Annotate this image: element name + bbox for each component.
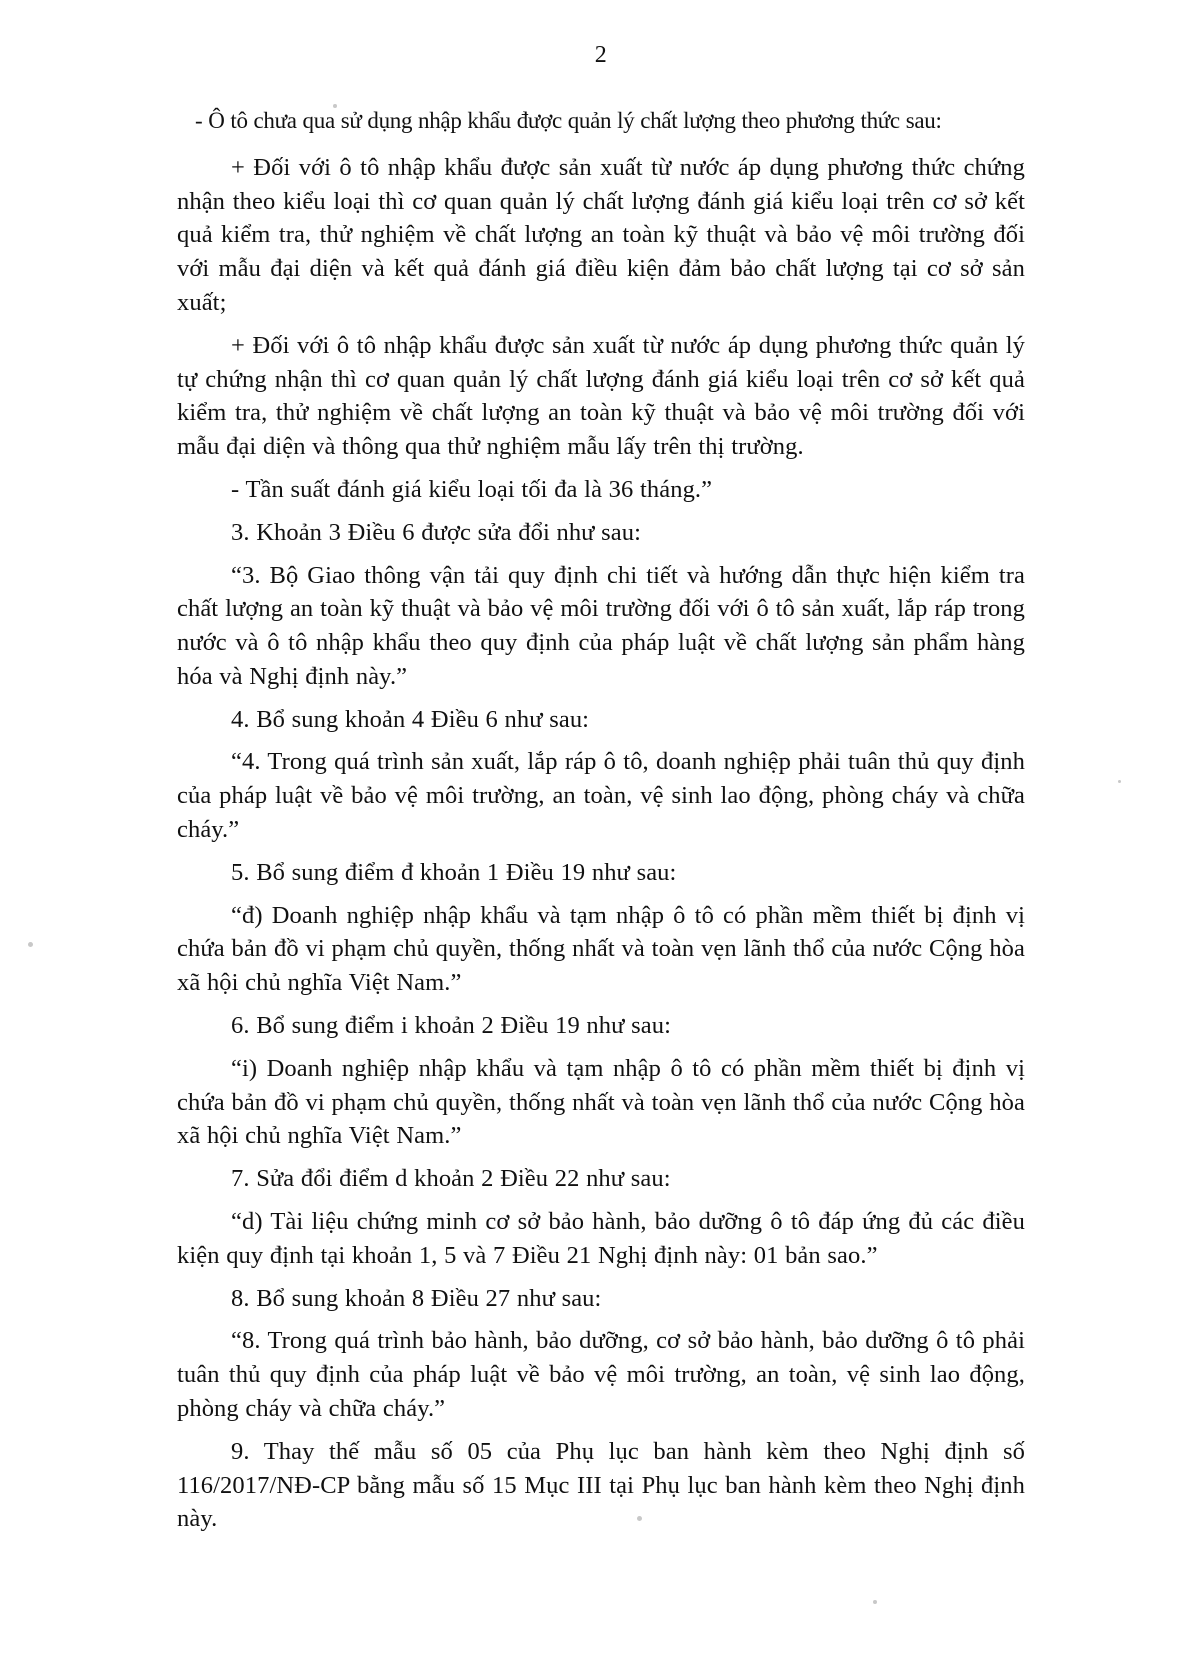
paragraph: - Ô tô chưa qua sử dụng nhập khẩu được quản lý chất lượng theo phương thức sau: [195,108,942,133]
paragraph: 6. Bổ sung điểm i khoản 2 Điều 19 như sau: [231,1012,671,1040]
paragraph: 3. Khoản 3 Điều 6 được sửa đổi như sau: [231,518,642,546]
document-body [177,69,1025,1536]
paragraph: “d) Tài liệu chứng minh cơ sở bảo hành, bảo dưỡng ô tô đáp ứng đủ các điều kiện quy định tại khoản 1, 5 và 7 Điều 21 Nghị định này: 01 bản sao.” [177,1208,1025,1269]
scan-speck [1118,780,1121,783]
paragraph: “4. Trong quá trình sản xuất, lắp ráp ô tô, doanh nghiệp phải tuân thủ quy định của pháp luật về bảo vệ môi trường, an toàn, vệ sinh lao động, phòng cháy và chữa cháy.” [177,748,1025,844]
paragraph: “8. Trong quá trình bảo hành, bảo dưỡng, cơ sở bảo hành, bảo dưỡng ô tô phải tuân thủ quy định của pháp luật về bảo vệ môi trường, an toàn, vệ sinh lao động, phòng cháy và chữa cháy.” [177,1327,1025,1423]
scan-speck [28,942,33,947]
paragraph: “i) Doanh nghiệp nhập khẩu và tạm nhập ô tô có phần mềm thiết bị định vị chứa bản đồ vi phạm chủ quyền, thống nhất và toàn vẹn lãnh thổ của nước Cộng hòa xã hội chủ nghĩa Việt Nam.” [177,1054,1025,1150]
paragraph: 5. Bổ sung điểm đ khoản 1 Điều 19 như sau: [231,858,677,886]
paragraph: 4. Bổ sung khoản 4 Điều 6 như sau: [231,705,590,733]
scan-speck [333,104,337,108]
paragraph: - Tần suất đánh giá kiểu loại tối đa là 36 tháng.” [231,475,713,503]
paragraph: + Đối với ô tô nhập khẩu được sản xuất từ nước áp dụng phương thức chứng nhận theo kiểu loại thì cơ quan quản lý chất lượng đánh giá kiểu loại trên cơ sở kết quả kiểm tra, thử nghiệm về chất lượng an toàn kỹ thuật và bảo vệ môi trường đối với mẫu đại diện và kết quả đánh giá điều kiện đảm bảo chất lượng tại cơ sở sản xuất; [177,153,1025,316]
paragraph: 7. Sửa đổi điểm d khoản 2 Điều 22 như sau: [231,1165,671,1193]
paragraph: “đ) Doanh nghiệp nhập khẩu và tạm nhập ô tô có phần mềm thiết bị định vị chứa bản đồ vi phạm chủ quyền, thống nhất và toàn vẹn lãnh thổ của nước Cộng hòa xã hội chủ nghĩa Việt Nam.” [177,901,1025,997]
scan-speck [873,1600,877,1604]
paragraph: “3. Bộ Giao thông vận tải quy định chi tiết và hướng dẫn thực hiện kiểm tra chất lượng an toàn kỹ thuật và bảo vệ môi trường đối với ô tô sản xuất, lắp ráp trong nước và ô tô nhập khẩu theo quy định của pháp luật về chất lượng sản phẩm hàng hóa và Nghị định này.” [177,561,1025,690]
paragraph: 8. Bổ sung khoản 8 Điều 27 như sau: [231,1284,602,1312]
paragraph: 9. Thay thế mẫu số 05 của Phụ lục ban hành kèm theo Nghị định số 116/2017/NĐ-CP bằng mẫu số 15 Mục III tại Phụ lục ban hành kèm theo Nghị định này. [177,1437,1025,1533]
paragraph: + Đối với ô tô nhập khẩu được sản xuất từ nước áp dụng phương thức quản lý tự chứng nhận thì cơ quan quản lý chất lượng đánh giá kiểu loại trên cơ sở kết quả kiểm tra, thử nghiệm về chất lượng an toàn kỹ thuật và bảo vệ môi trường đối với mẫu đại diện và thông qua thử nghiệm mẫu lấy trên thị trường. [177,331,1025,461]
scan-speck [637,1516,642,1521]
page-number: 2 [594,42,608,68]
